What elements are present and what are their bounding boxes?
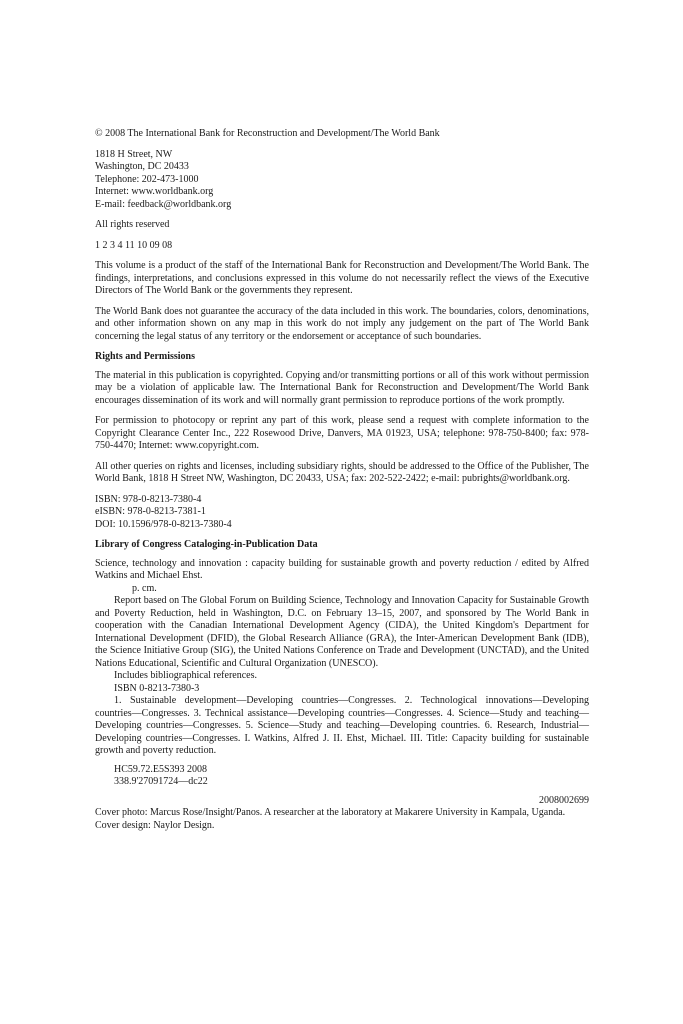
cip-classification xyxy=(95,764,589,789)
cip-lccn: 2008002699 xyxy=(539,794,589,806)
cip-report-note: Report based on The Global Forum on Building Science, Technology and Innovation Capacity for Sustainable Growth and Poverty Reduction, held in Washington, D.C. on February 13–15, 2007, and sponsored by The World Bank in cooperation with the Canadian International Development Agency (CIDA), the United Kingdom's Department for International Development (DFID), the Global Research Alliance (GRA), the Inter-American Development Bank (IDB), the Science Initiative Group (SIG), the United Nations Conference on Trade and Development (UNCTAD), and the United Nations Educational, Scientific and Cultural Organization (UNESCO). xyxy=(95,595,589,669)
copyright-page xyxy=(95,128,589,832)
address-internet: Internet: www.worldbank.org xyxy=(95,186,214,197)
publisher-address xyxy=(95,149,589,212)
address-street: 1818 H Street, NW xyxy=(95,148,173,160)
rights-paragraph-1: The material in this publication is copyrighted. Copying and/or transmitting portions or all of this work without permission may be a violation of applicable law. The International Bank for Reconstruction and Development/The World Bank encourages dissemination of its work and will normally grant permission to reproduce portions of the work promptly. xyxy=(95,369,589,406)
isbn: ISBN: 978-0-8213-7380-4 xyxy=(95,493,202,505)
cip-heading: Library of Congress Cataloging-in-Publication Data xyxy=(95,539,318,550)
address-city: Washington, DC 20433 xyxy=(95,161,189,172)
identifiers xyxy=(95,494,589,532)
cip-subjects: 1. Sustainable development—Developing countries—Congresses. 2. Technological innovations—Developing countries—Congresses. 3. Technical assistance—Developing countries—Congresses. 4. Science—Study and teaching—Developing countries—Congresses. 5. Science—Study and teaching—Developing countries. 6. Research, Industrial—Developing countries—Congresses. I. Watkins, Alfred J. II. Ehst, Michael. III. Title: Capacity building for sustainable growth and poverty reduction. xyxy=(95,695,589,756)
cip-bibliography: Includes bibliographical references. xyxy=(114,670,257,681)
rights-reserved: All rights reserved xyxy=(95,219,170,230)
rights-paragraph-2: For permission to photocopy or reprint any part of this work, please send a request with complete information to the Copyright Clearance Center Inc., 222 Rosewood Drive, Danvers, MA 01923, USA; telephone: 978-750-8400; fax: 978-750-4470; Internet: www.copyright.com. xyxy=(95,415,589,451)
disclaimer-paragraph-1: This volume is a product of the staff of the International Bank for Reconstruction and Development/The World Bank. The findings, interpretations, and conclusions expressed in this volume do not necessarily reflect the views of the Executive Directors of The World Bank or the governments they represent. xyxy=(95,260,589,296)
cover-design-credit: Cover design: Naylor Design. xyxy=(95,819,215,831)
rights-paragraph-3: All other queries on rights and licenses, including subsidiary rights, should be addressed to the Office of the Publisher, The World Bank, 1818 H Street NW, Washington, DC 20433, USA; fax: 202-522-2422; e-mail: pubrights@worldbank.org. xyxy=(95,460,589,484)
cover-photo-credit: Cover photo: Marcus Rose/Insight/Panos. A researcher at the laboratory at Makarere University in Kampala, Uganda. xyxy=(95,807,566,818)
disclaimer-paragraph-2: The World Bank does not guarantee the accuracy of the data included in this work. The boundaries, colors, denominations, and other information shown on any map in this work do not imply any judgement on the part of The World Bank concerning the legal status of any territory or the endorsement or acceptance of such boundaries. xyxy=(95,305,589,342)
copyright-line: © 2008 The International Bank for Reconstruction and Development/The World Bank xyxy=(95,128,440,139)
rights-heading: Rights and Permissions xyxy=(95,351,196,362)
eisbn: eISBN: 978-0-8213-7381-1 xyxy=(95,506,206,517)
cip-isbn: ISBN 0-8213-7380-3 xyxy=(114,682,200,694)
address-telephone: Telephone: 202-473-1000 xyxy=(95,173,199,185)
cip-pcm: p. cm. xyxy=(132,582,157,594)
cip-dewey-class: 338.9'27091724—dc22 xyxy=(114,776,208,787)
doi: DOI: 10.1596/978-0-8213-7380-4 xyxy=(95,518,232,530)
cip-title: Science, technology and innovation : capacity building for sustainable growth and poverty reduction / edited by Alfred Watkins and Michael Ehst. xyxy=(95,557,589,581)
cip-lc-class: HC59.72.E5S393 2008 xyxy=(114,763,208,775)
address-email: E-mail: feedback@worldbank.org xyxy=(95,198,232,210)
cip-record xyxy=(95,558,589,758)
cover-credits xyxy=(95,807,589,832)
printing-line: 1 2 3 4 11 10 09 08 xyxy=(95,239,173,251)
